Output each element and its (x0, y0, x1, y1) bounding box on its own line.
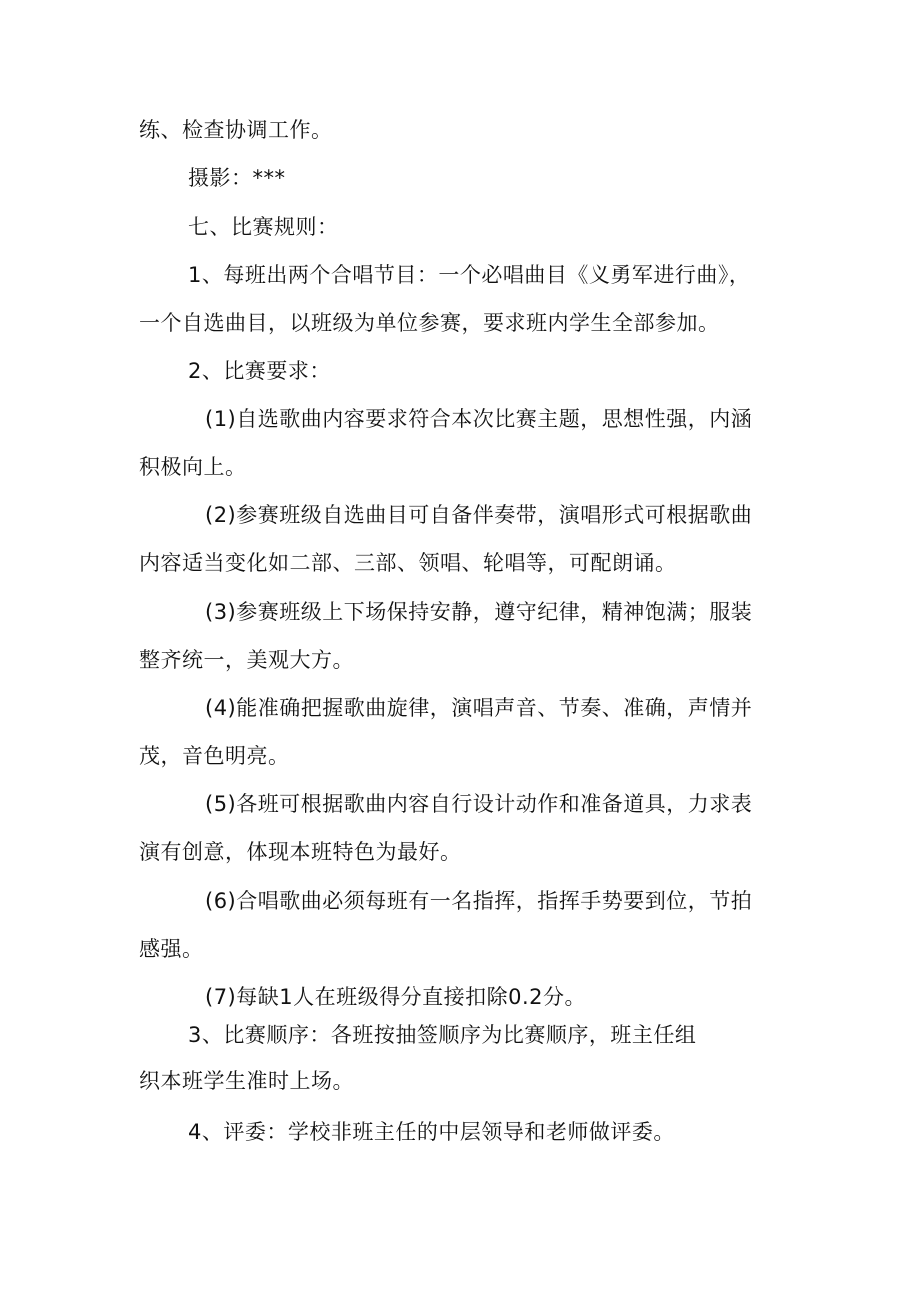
text-line: 茂，音色明亮。 (139, 744, 290, 768)
text-line: 2、比赛要求： (188, 359, 331, 383)
text-line: (5)各班可根据歌曲内容自行设计动作和准备道具，力求表 (205, 792, 753, 816)
text-line: (4)能准确把握歌曲旋律，演唱声音、节奏、准确，声情并 (205, 696, 753, 720)
text-line: 积极向上。 (139, 455, 247, 479)
text-line: 演有创意，体现本班特色为最好。 (139, 840, 462, 864)
text-line: 内容适当变化如二部、三部、领唱、轮唱等，可配朗诵。 (139, 551, 677, 575)
text-line: 摄影：*** (188, 166, 286, 190)
section-heading: 七、比赛规则： (188, 215, 339, 239)
text-line: (7)每缺1人在班级得分直接扣除0.2分。 (205, 985, 587, 1009)
text-line: 3、比赛顺序：各班按抽签顺序为比赛顺序，班主任组 (188, 1023, 697, 1047)
text-line: 练、检查协调工作。 (139, 118, 333, 142)
text-line: 感强。 (139, 937, 204, 961)
text-line: (1)自选歌曲内容要求符合本次比赛主题，思想性强，内涵 (205, 407, 753, 431)
text-line: 一个自选曲目，以班级为单位参赛，要求班内学生全部参加。 (139, 311, 720, 335)
text-line: 织本班学生准时上场。 (139, 1069, 354, 1093)
text-line: 整齐统一，美观大方。 (139, 648, 354, 672)
text-line: 4、评委：学校非班主任的中层领导和老师做评委。 (188, 1120, 675, 1144)
text-line: 1、每班出两个合唱节目：一个必唱曲目《义勇军进行曲》， (188, 263, 751, 287)
text-line: (6)合唱歌曲必须每班有一名指挥，指挥手势要到位，节拍 (205, 889, 753, 913)
text-line: (3)参赛班级上下场保持安静，遵守纪律，精神饱满；服装 (205, 600, 753, 624)
text-line: (2)参赛班级自选曲目可自备伴奏带，演唱形式可根据歌曲 (205, 503, 753, 527)
